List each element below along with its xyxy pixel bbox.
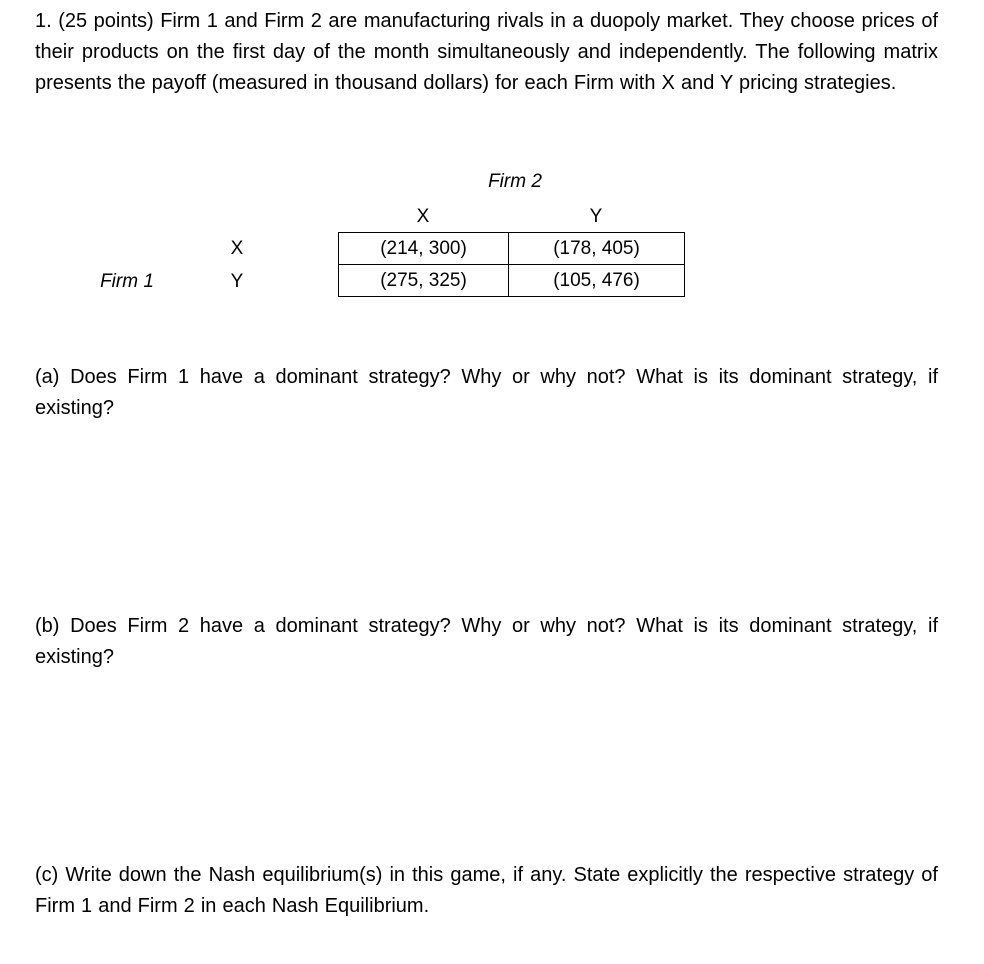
column-strategy-x-label: X: [416, 206, 430, 227]
payoff-matrix: [338, 232, 685, 297]
payoff-row-y: [339, 265, 685, 297]
payoff-cell-yx: (275, 325): [339, 265, 509, 297]
row-strategy-x-label: X: [230, 238, 244, 259]
column-strategy-y-label: Y: [589, 206, 603, 227]
part-c-question: (c) Write down the Nash equilibrium(s) in this game, if any. State explicitly the respective strategy of Firm 1 and Firm 2 in each Nash Equilibrium.: [35, 864, 938, 917]
question-intro: 1. (25 points) Firm 1 and Firm 2 are manufacturing rivals in a duopoly market. They choose prices of their products on the first day of the month simultaneously and independently. The following matrix presents the payoff (measured in thousand dollars) for each Firm with X and Y pricing strategies.: [35, 10, 938, 94]
row-strategy-y-label: Y: [230, 271, 244, 292]
payoff-cell-yy: (105, 476): [509, 265, 685, 297]
payoff-cell-xy: (178, 405): [509, 233, 685, 265]
column-player-label: Firm 2: [488, 171, 542, 192]
part-b-question: (b) Does Firm 2 have a dominant strategy? Why or why not? What is its dominant strategy, if existing?: [35, 615, 938, 668]
payoff-row-x: [339, 233, 685, 265]
payoff-cell-xx: (214, 300): [339, 233, 509, 265]
part-a-question: (a) Does Firm 1 have a dominant strategy? Why or why not? What is its dominant strategy, if existing?: [35, 366, 938, 419]
row-player-label: Firm 1: [100, 271, 154, 292]
